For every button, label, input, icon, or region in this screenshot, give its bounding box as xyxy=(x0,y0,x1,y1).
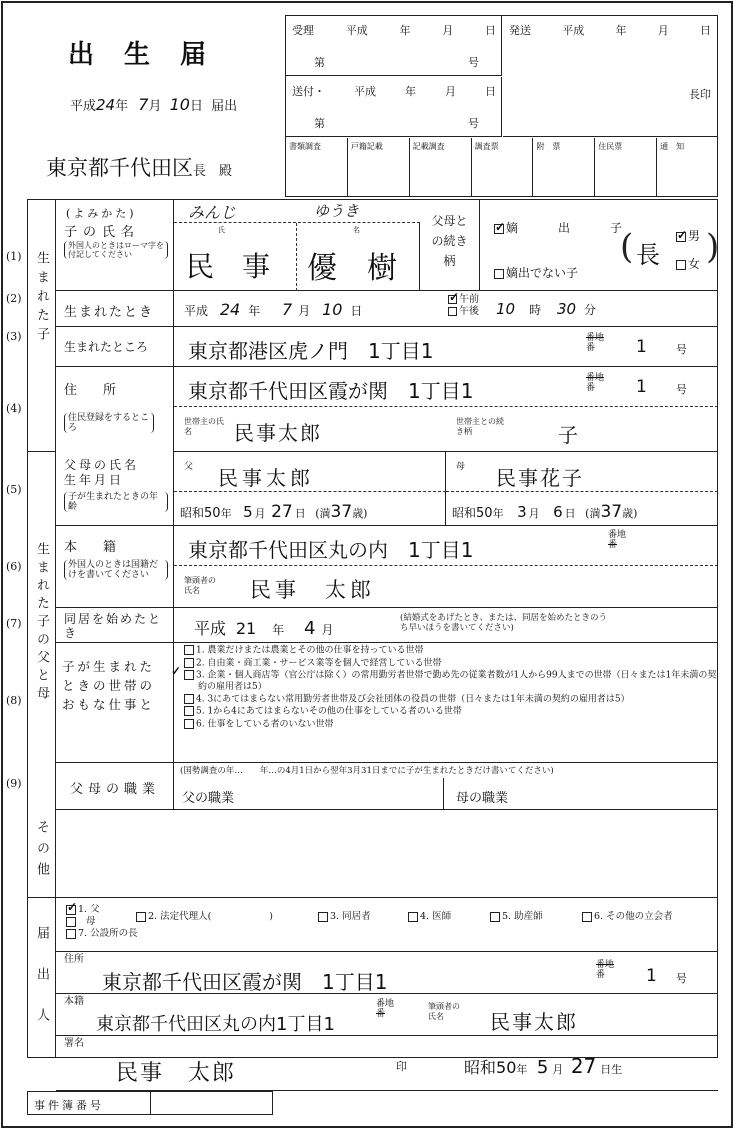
head-name-field[interactable]: 民事 太郎 xyxy=(250,578,375,602)
row-number: (7) xyxy=(6,617,22,630)
father-occupation-cell[interactable]: 父の職業 xyxy=(174,778,444,810)
notifier-address-row: 住所 東京都千代田区霞が関 1丁目1 番地 番 1 号 xyxy=(56,952,718,994)
case-number-field[interactable] xyxy=(151,1092,272,1114)
father-birth-month-field[interactable]: 5 xyxy=(243,503,253,521)
checkbox[interactable] xyxy=(582,912,592,922)
birth-order-field[interactable]: 長 xyxy=(636,241,660,269)
female-checkbox[interactable] xyxy=(676,260,686,270)
surname-reading-field[interactable]: みんじ xyxy=(188,203,237,222)
father-birth-cell: 昭和50年 5 月 27 日 (満37歳) xyxy=(174,492,446,526)
notifier-birth-day-field[interactable]: 27 xyxy=(570,1054,597,1078)
birth-day-field[interactable]: 10 xyxy=(322,300,343,319)
address-go-field[interactable]: 1 xyxy=(636,377,647,397)
given-reading-field[interactable]: ゆうき xyxy=(314,202,360,220)
mother-name-field[interactable]: 民事花子 xyxy=(496,466,584,490)
householder-line: 世帯主の氏名 民事太郎 世帯主との続き柄 子 xyxy=(174,407,718,452)
mother-birth-day-field[interactable]: 6 xyxy=(553,503,563,521)
form-title: 出 生 届 xyxy=(68,40,209,70)
household-work-option[interactable]: 5. 1から4にあてはまらないその他の仕事をしている者のいる世帯 xyxy=(184,706,718,718)
notifier-qualifications xyxy=(56,898,718,952)
head-name-line: 筆頭者の氏名 民事 太郎 xyxy=(184,576,375,602)
row-number: (5) xyxy=(6,483,22,496)
checkbox[interactable] xyxy=(66,905,76,915)
pm-checkbox[interactable] xyxy=(448,307,457,316)
non-legitimate-option[interactable]: 嫡出でない子 xyxy=(494,264,578,281)
address-line: 東京都千代田区霞が関 1丁目1 番地 番 1 号 xyxy=(174,367,718,407)
filed-year[interactable]: 24 xyxy=(96,96,116,114)
birth-year-field[interactable]: 24 xyxy=(219,300,241,319)
office-check-columns xyxy=(286,138,718,197)
row-number: (9) xyxy=(6,777,22,790)
birth-hour-field[interactable]: 10 xyxy=(496,300,516,318)
notifier-head-name-field[interactable]: 民事太郎 xyxy=(490,1010,578,1034)
parents-section-column xyxy=(27,452,56,810)
checkbox[interactable] xyxy=(408,912,418,922)
male-option[interactable]: ✓男 xyxy=(676,227,700,244)
household-work-option[interactable]: 6. 仕事をしている者のいない世帯 xyxy=(184,719,718,731)
pm-option[interactable]: 午後 xyxy=(448,306,479,318)
filed-date: 平成24年 7月 10日 届出 xyxy=(70,95,238,114)
father-birth-year-field[interactable]: 50 xyxy=(204,506,221,521)
row-number: (3) xyxy=(6,330,22,343)
notifier-address-go-field[interactable]: 1 xyxy=(646,966,657,986)
checkbox[interactable] xyxy=(184,719,194,729)
row-other: その他 xyxy=(27,810,718,898)
mother-birth-cell: 昭和50年 3 月 6 日 (満37歳) xyxy=(452,502,638,522)
father-age-field[interactable]: 37 xyxy=(330,502,353,522)
mother-age-field[interactable]: 37 xyxy=(600,502,623,522)
qualification-other-attendant[interactable]: 6. その他の立会者 xyxy=(582,908,673,922)
relation-options: ✓嫡 出 子 嫡出でない子 ( 長 ✓男 女 ) xyxy=(480,199,718,291)
row-number: (1) xyxy=(6,250,22,263)
notifier-section-column: 届出人 xyxy=(27,898,56,1058)
checkbox[interactable] xyxy=(184,706,194,716)
mother-birth-year-field[interactable]: 50 xyxy=(476,506,493,521)
qualification-doctor[interactable]: 4. 医師 xyxy=(408,908,451,922)
row-address: 住 所 住民登録をするところ xyxy=(56,367,718,452)
filed-day[interactable]: 10 xyxy=(169,95,190,114)
checkbox[interactable] xyxy=(184,670,194,680)
cohab-month-field[interactable]: 4 xyxy=(304,618,316,639)
child-section-column xyxy=(27,199,56,452)
row-cohabitation: 同居を始めたとき 平成 21 年 4 月 (結婚式をあげたとき、または、同居を始めたときのうち早いほうを書いてください) xyxy=(56,608,718,643)
legitimate-option[interactable]: ✓嫡 出 子 xyxy=(494,219,636,236)
checkbox[interactable] xyxy=(184,694,194,704)
notifier-signature-row: 署名 民事 太郎 印 昭和50年 5 月 27 日生 xyxy=(56,1036,718,1091)
office-column[interactable]: 住民票 xyxy=(595,138,657,197)
mother-birth-month-field[interactable]: 3 xyxy=(517,503,527,521)
addressee-municipality[interactable]: 東京都千代田区 xyxy=(46,156,193,180)
non-legitimate-checkbox[interactable] xyxy=(494,269,504,279)
honseki-field[interactable]: 東京都千代田区丸の内 1丁目1 xyxy=(188,538,474,562)
office-column[interactable]: 記載調査 xyxy=(410,138,472,197)
female-option[interactable]: 女 xyxy=(676,255,700,272)
row-number: (6) xyxy=(6,560,22,573)
given-name-field[interactable]: 優 樹 xyxy=(307,251,397,286)
row-parents-names: 父母の氏名 生年月日 子が生まれたときの年齢 xyxy=(56,452,718,526)
notifier-signature-field[interactable]: 民事 太郎 xyxy=(116,1061,237,1086)
office-column[interactable]: 通 知 xyxy=(660,142,685,151)
qualification-mother[interactable]: 母 xyxy=(66,916,138,928)
checkbox[interactable] xyxy=(184,645,194,655)
row-birth-time: 生まれたとき 平成 24 年 7 月 10 日 ✓午前 午後 10 時 30 分 xyxy=(56,291,718,327)
row-child-name: (よみかた) 子の氏名 外国人のときはローマ字を付記してください xyxy=(56,199,718,291)
householder-relation-field[interactable]: 子 xyxy=(558,423,578,447)
household-work-options xyxy=(184,645,718,730)
checkbox[interactable] xyxy=(66,929,76,939)
household-work-option[interactable]: 1. 農業だけまたは農業とその他の仕事を持っている世帯 xyxy=(184,645,718,657)
birth-place-field[interactable]: 東京都港区虎ノ門 1丁目1 xyxy=(188,339,434,363)
other-text-area[interactable] xyxy=(57,810,717,898)
notifier-address-field[interactable]: 東京都千代田区霞が関 1丁目1 xyxy=(102,970,388,994)
parents-section-label: 生まれた子の父と母 xyxy=(34,542,49,704)
checkbox[interactable] xyxy=(490,912,500,922)
checkbox[interactable] xyxy=(136,912,146,922)
office-column[interactable]: 調査票 xyxy=(472,138,534,197)
household-work-option[interactable]: 2. 自由業・商工業・サービス業等を個人で経営している世帯 xyxy=(184,658,718,670)
am-checkbox[interactable] xyxy=(448,295,457,304)
sent-in-cell: 送付・ 平成 年 月 日 第 号 xyxy=(286,77,502,137)
notifier-honseki-row: 本籍 東京都千代田区丸の内1丁目1 番地 番 筆頭者の氏名 民事太郎 xyxy=(56,994,718,1036)
qualification-facility-head[interactable]: 7. 公設所の長 xyxy=(66,928,138,940)
case-number-box: 事件簿番号 xyxy=(27,1091,273,1115)
household-work-option[interactable]: 4. 3にあてはまらない常用勤労者世帯及び会社団体の役員の世帯（日々または1年未満の契約の雇用者は5） xyxy=(184,694,718,706)
checkbox[interactable] xyxy=(184,658,194,668)
notifier-birth-year-field[interactable]: 50 xyxy=(496,1058,517,1077)
checkbox[interactable] xyxy=(66,917,76,927)
chief-seal-label: 長印 xyxy=(689,88,711,101)
honseki-line: 東京都千代田区丸の内 1丁目1 番地 番 xyxy=(174,526,718,566)
received-cell: 受理 平成 年 月 日 第 号 xyxy=(286,16,502,76)
row-occupation: 父母の職業 xyxy=(56,763,718,810)
row-number: (2) xyxy=(6,292,22,305)
cohab-era-field[interactable]: 平成 xyxy=(194,619,227,638)
legitimate-checkbox[interactable] xyxy=(494,224,504,234)
row-honseki: 本 籍 外国人のときは国籍だけを書いてください xyxy=(56,526,718,608)
qualification-legal-rep[interactable]: 2. 法定代理人( ) xyxy=(136,908,273,922)
row-birth-place: 生まれたところ 東京都港区虎ノ門 1丁目1 番地 番 1 号 xyxy=(56,327,718,367)
mother-name-cell: 母 民事花子 xyxy=(446,452,718,492)
birth-place-go-field[interactable]: 1 xyxy=(636,337,647,357)
birth-minute-field[interactable]: 30 xyxy=(556,300,577,318)
addressee: 東京都千代田区長 殿 xyxy=(46,156,233,180)
qualification-father[interactable]: ✓1. 父 xyxy=(66,904,138,916)
household-work-option[interactable]: ✓3. 企業・個人商店等（官公庁は除く）の常用勤労者世帯で勤め先の従業者数が1人から99人までの世帯（日々または1年未満の契約の雇用者は5） xyxy=(184,670,718,693)
notifier-honseki-field[interactable]: 東京都千代田区丸の内1丁目1 xyxy=(96,1014,335,1035)
mother-occupation-cell[interactable]: 母の職業 xyxy=(456,791,509,806)
male-checkbox[interactable] xyxy=(676,232,686,242)
office-column[interactable]: 附 票 xyxy=(533,138,595,197)
qualification-cohabitant[interactable]: 3. 同居者 xyxy=(318,908,371,922)
householder-field[interactable]: 民事太郎 xyxy=(234,421,322,445)
father-birth-day-field[interactable]: 27 xyxy=(271,502,293,522)
row-number: (4) xyxy=(6,402,22,415)
dispatch-cell: 発送 平成 年 月 日 長印 xyxy=(503,16,717,137)
row-number: (8) xyxy=(6,694,22,707)
am-pm-options xyxy=(448,294,479,318)
name-reading-row xyxy=(174,199,420,223)
office-column[interactable]: 書類調査 xyxy=(286,138,348,197)
am-option[interactable]: ✓午前 xyxy=(448,294,479,306)
given-name-cell: 名 優 樹 xyxy=(297,223,420,291)
surname-field[interactable]: 民 事 xyxy=(186,250,271,283)
office-column[interactable]: 戸籍記載 xyxy=(348,138,410,197)
cohab-year-field[interactable]: 21 xyxy=(235,619,257,638)
row-household-work: 子が生まれたときの世帯のおもな仕事と xyxy=(56,643,718,763)
surname-cell: 氏 民 事 xyxy=(174,223,297,291)
birth-month-field[interactable]: 7 xyxy=(282,300,293,319)
checkbox[interactable] xyxy=(318,912,328,922)
qualification-midwife[interactable]: 5. 助産師 xyxy=(490,908,543,922)
notifier-birth-month-field[interactable]: 5 xyxy=(536,1057,549,1078)
seal-label: 印 xyxy=(396,1060,407,1073)
address-field[interactable]: 東京都千代田区霞が関 1丁目1 xyxy=(188,379,474,403)
filed-month[interactable]: 7 xyxy=(138,95,149,114)
child-section-label: 生まれた子 xyxy=(34,251,49,346)
father-name-cell: 父 民事太郎 xyxy=(174,452,446,492)
father-name-field[interactable]: 民事太郎 xyxy=(218,466,314,490)
relation-label-cell: 父母との続き柄 xyxy=(420,199,480,291)
